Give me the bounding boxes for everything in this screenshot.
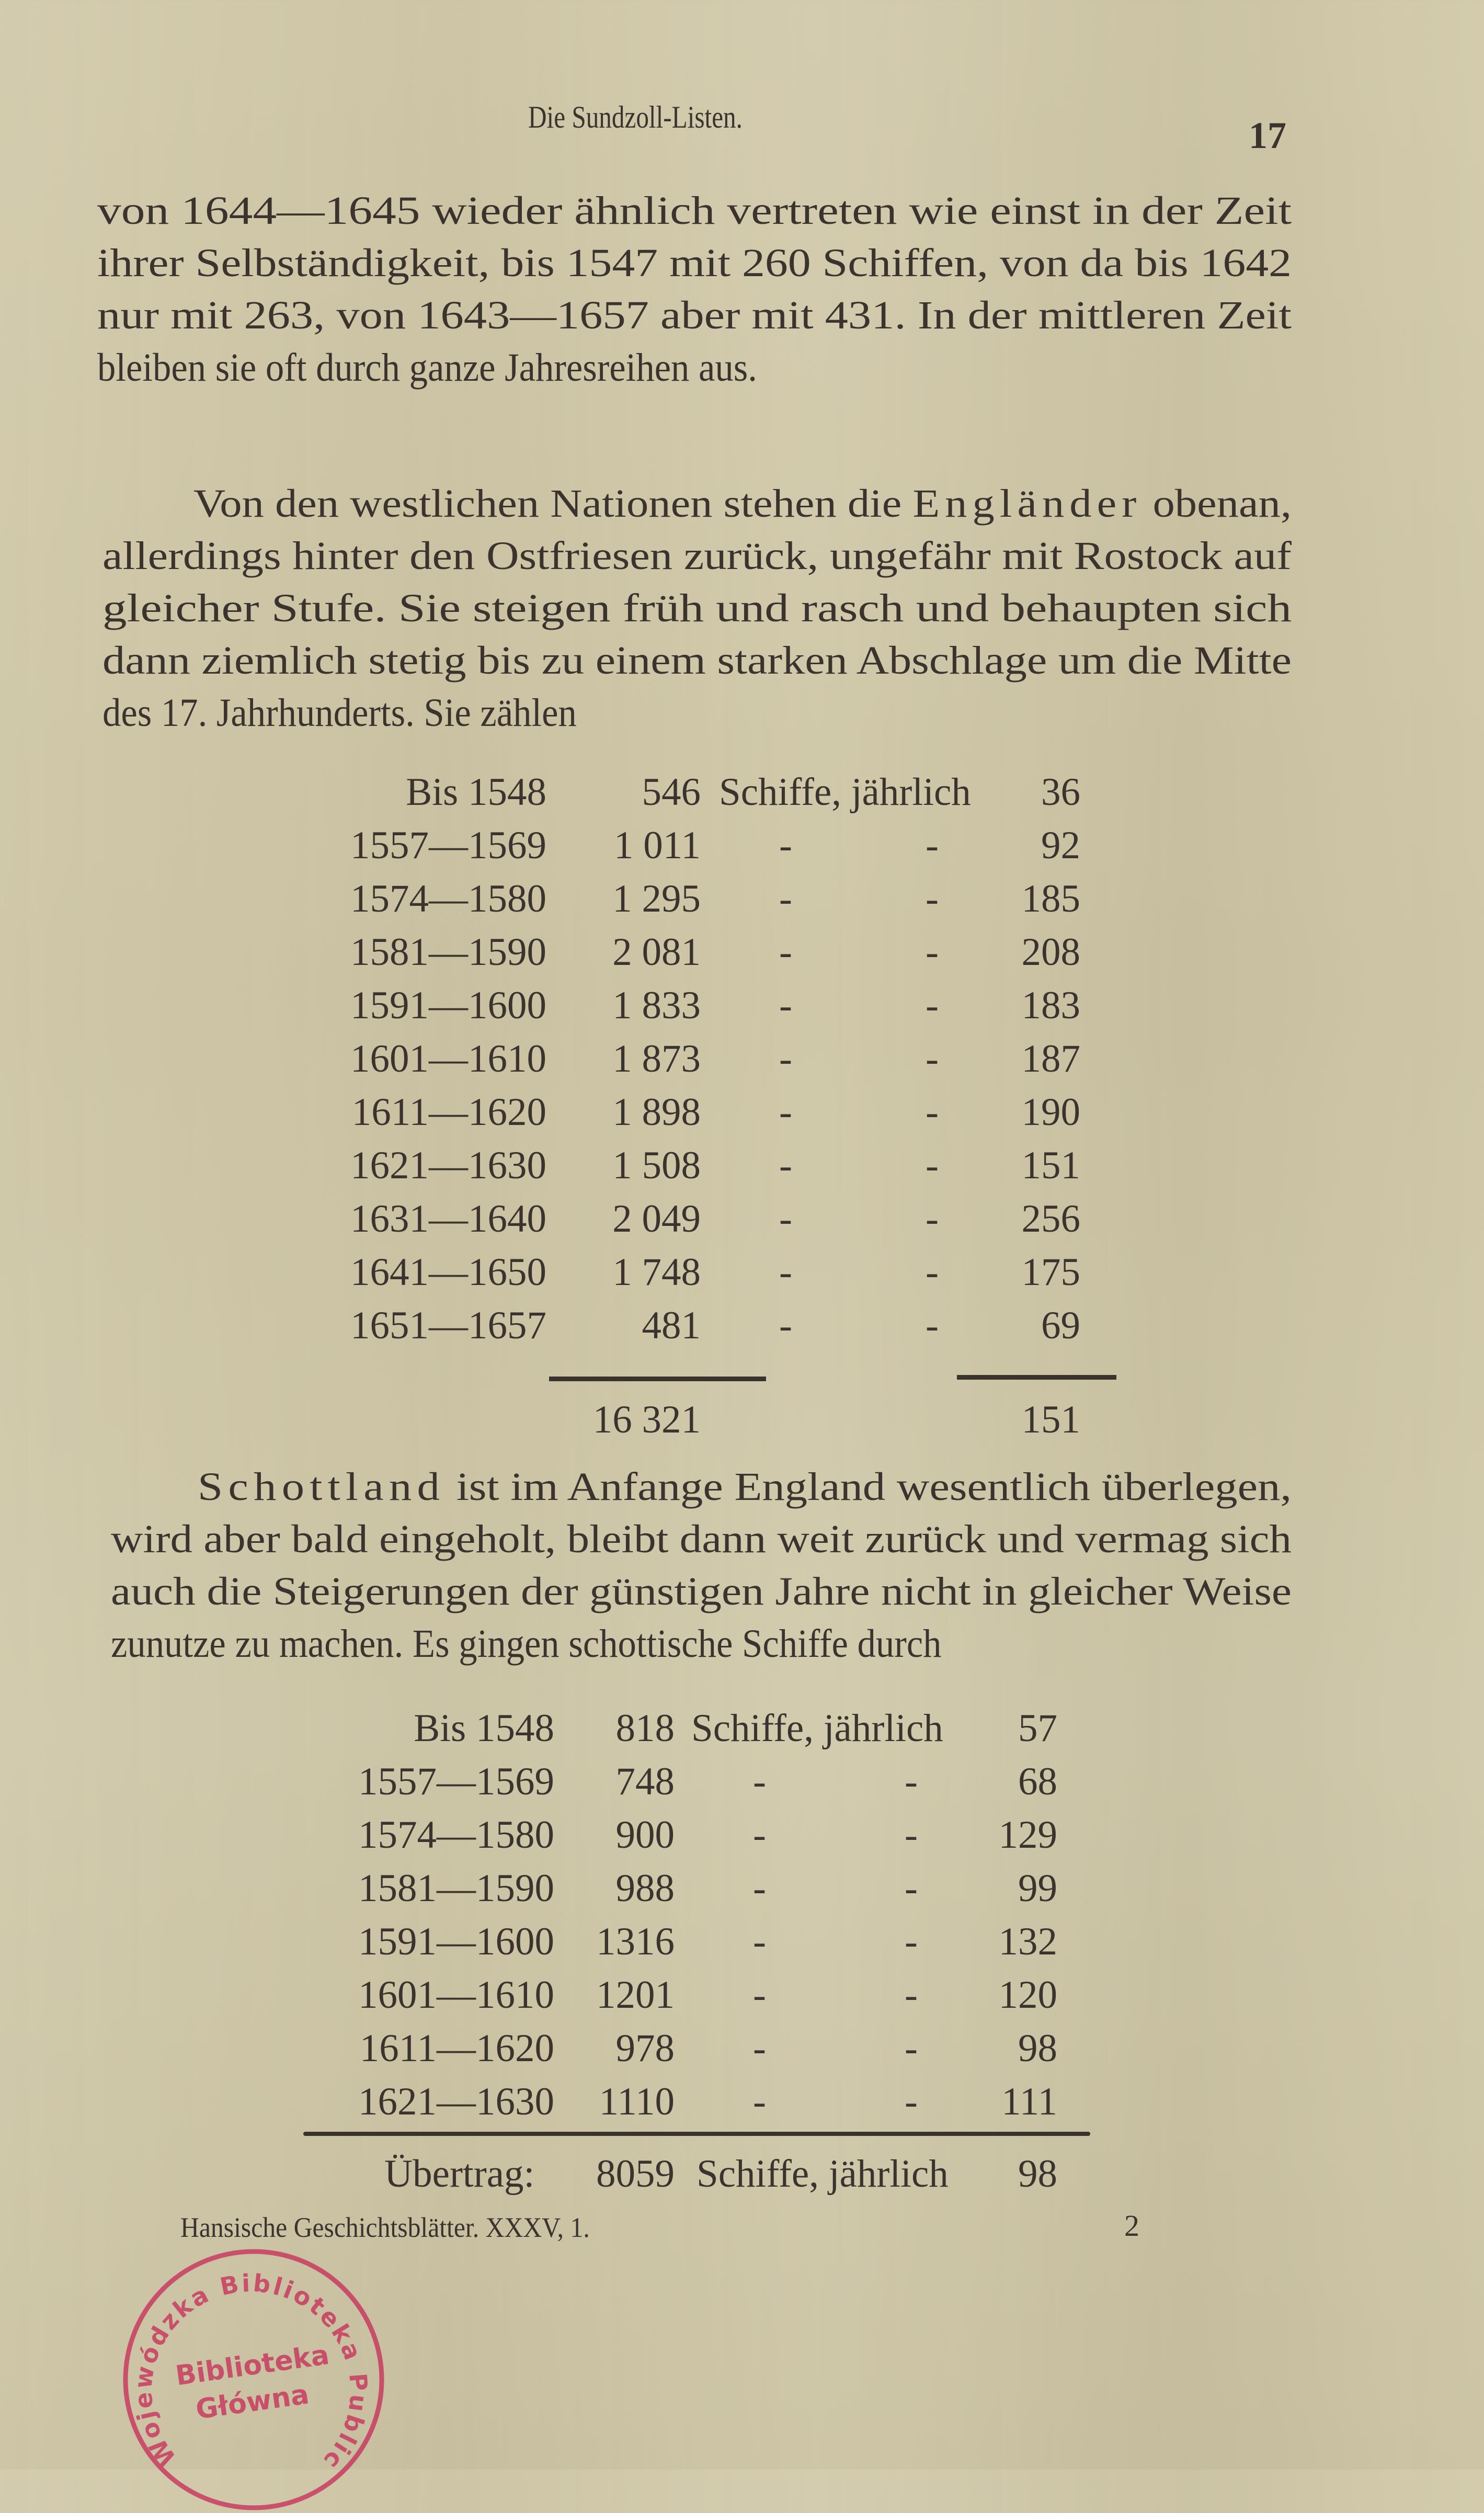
ditto-mark: - (905, 1760, 918, 1803)
period-cell: 1611—1620 (359, 2027, 554, 2070)
ditto-mark: - (753, 1813, 766, 1857)
ditto-mark: - (926, 984, 939, 1027)
carry-text: Schiffe, jährlich (697, 2152, 949, 2196)
per-year-cell: 92 (1041, 824, 1080, 867)
ditto-mark: - (753, 1760, 766, 1803)
per-year-cell: 256 (1021, 1197, 1080, 1241)
ditto-mark: - (779, 1304, 792, 1347)
ditto-mark: - (926, 1090, 939, 1134)
ships-cell: 818 (615, 1707, 675, 1750)
sum-rule (957, 1375, 1116, 1380)
ditto-mark: - (926, 1144, 939, 1187)
ditto-mark: - (753, 1973, 766, 2017)
running-title: Die Sundzoll-Listen. (528, 100, 743, 134)
ships-cell: 1 011 (614, 824, 701, 867)
paragraph-line: zunutze zu machen. Es gingen schottische Schiffe durch (111, 1622, 942, 1666)
ships-cell: 2 081 (612, 930, 701, 974)
paragraph-line: allerdings hinter den Ostfriesen zurück, ungefähr mit Rostock auf (102, 534, 1292, 578)
ships-cell: 1 833 (612, 984, 701, 1027)
paragraph-line (193, 481, 1292, 527)
per-year-cell: 99 (1018, 1867, 1057, 1910)
ships-cell: 1201 (596, 1973, 675, 2017)
ditto-mark: - (753, 1867, 766, 1910)
paragraph-line: wird aber bald eingeholt, bleibt dann weit zurück und vermag sich (111, 1517, 1292, 1561)
ditto-mark: - (926, 877, 939, 920)
carry-label: Übertrag: (384, 2152, 535, 2196)
ditto-mark: - (926, 1197, 939, 1241)
paragraph-line: bleiben sie oft durch ganze Jahresreihen aus. (97, 346, 757, 390)
ditto-mark: - (926, 824, 939, 867)
per-year-cell: 98 (1018, 2027, 1057, 2070)
period-cell: 1591—1600 (358, 1920, 554, 1963)
per-year-cell: 183 (1021, 984, 1080, 1027)
per-year-cell: 111 (1001, 2080, 1057, 2123)
unit-label: Schiffe, jährlich (719, 770, 971, 814)
period-cell: 1591—1600 (350, 984, 546, 1027)
ships-cell: 1 873 (612, 1037, 701, 1081)
ships-cell: 978 (615, 2027, 675, 2070)
paragraph-line: gleicher Stufe. Sie steigen früh und rasch und behaupten sich (102, 586, 1292, 630)
emphasized-term: Schottland (198, 1465, 446, 1509)
period-cell: 1621—1630 (358, 2080, 554, 2123)
signature-mark: 2 (1124, 2209, 1139, 2243)
ditto-mark: - (779, 984, 792, 1027)
period-cell: 1651—1657 (350, 1304, 546, 1347)
period-cell: 1581—1590 (358, 1867, 554, 1910)
ships-cell: 1 898 (612, 1090, 701, 1134)
period-cell: 1581—1590 (350, 930, 546, 974)
ditto-mark: - (926, 930, 939, 974)
ships-cell: 1316 (596, 1920, 675, 1963)
per-year-cell: 185 (1021, 877, 1080, 920)
per-year-cell: 57 (1018, 1707, 1057, 1750)
period-cell: 1574—1580 (350, 877, 546, 920)
paragraph-line: auch die Steigerungen der günstigen Jahre nicht in gleicher Weise (111, 1570, 1292, 1613)
ditto-mark: - (926, 1250, 939, 1294)
text: obenan, (1141, 482, 1292, 526)
text: Von den westlichen Nationen stehen die (193, 482, 913, 526)
period-cell: 1601—1610 (350, 1037, 546, 1081)
ditto-mark: - (753, 2080, 766, 2123)
per-year-cell: 208 (1021, 930, 1080, 974)
per-year-cell: 175 (1021, 1250, 1080, 1294)
ships-cell: 1 508 (612, 1144, 701, 1187)
per-year-cell: 190 (1021, 1090, 1080, 1134)
per-year-cell: 129 (998, 1813, 1057, 1857)
journal-footer: Hansische Geschichtsblätter. XXXV, 1. (180, 2212, 590, 2243)
ditto-mark: - (779, 1144, 792, 1187)
period-cell: 1601—1610 (358, 1973, 554, 2017)
per-year-cell: 69 (1041, 1304, 1080, 1347)
page-number: 17 (1249, 115, 1286, 156)
ships-cell: 1 295 (612, 877, 701, 920)
text: ist im Anfange England wesentlich überlegen, (445, 1465, 1292, 1509)
paragraph-line: dann ziemlich stetig bis zu einem starken Abschlage um die Mitte (102, 639, 1292, 683)
per-year-cell: 187 (1021, 1037, 1080, 1081)
carry-per-year: 98 (1018, 2152, 1057, 2196)
ditto-mark: - (926, 1037, 939, 1081)
ships-cell: 546 (642, 770, 701, 814)
ditto-mark: - (779, 1197, 792, 1241)
ships-cell: 988 (615, 1867, 675, 1910)
total-ships: 16 321 (592, 1398, 701, 1441)
paragraph-line: nur mit 263, von 1643—1657 aber mit 431. In der mittleren Zeit (97, 293, 1292, 337)
stamp-graphic (105, 2238, 397, 2510)
ditto-mark: - (753, 2027, 766, 2070)
per-year-cell: 120 (998, 1973, 1057, 2017)
sum-rule (549, 1377, 766, 1381)
stamp-inner-line-2: Główna (193, 2379, 311, 2426)
ditto-mark: - (926, 1304, 939, 1347)
period-cell: 1631—1640 (350, 1197, 546, 1241)
period-cell: Bis 1548 (414, 1707, 554, 1750)
stamp-inner-line-1: Biblioteka (173, 2339, 332, 2392)
paragraph-line (198, 1464, 1292, 1510)
paragraph-line: von 1644—1645 wieder ähnlich vertreten wie einst in der Zeit (97, 189, 1292, 233)
ditto-mark: - (753, 1920, 766, 1963)
period-cell: 1557—1569 (350, 824, 546, 867)
period-cell: Bis 1548 (406, 770, 546, 814)
ships-cell: 481 (642, 1304, 701, 1347)
period-cell: 1557—1569 (358, 1760, 554, 1803)
ships-cell: 900 (615, 1813, 675, 1857)
ditto-mark: - (779, 1250, 792, 1294)
ditto-mark: - (905, 1973, 918, 2017)
paragraph-line: des 17. Jahrhunderts. Sie zählen (102, 691, 577, 735)
paragraph-line: ihrer Selbständigkeit, bis 1547 mit 260 Schiffen, von da bis 1642 (97, 241, 1292, 285)
library-stamp (105, 2238, 397, 2510)
total-per-year: 151 (1021, 1398, 1080, 1441)
period-cell: 1641—1650 (350, 1250, 546, 1294)
ships-cell: 2 049 (612, 1197, 701, 1241)
ditto-mark: - (779, 877, 792, 920)
period-cell: 1621—1630 (350, 1144, 546, 1187)
unit-label: Schiffe, jährlich (691, 1707, 943, 1750)
per-year-cell: 132 (998, 1920, 1057, 1963)
ditto-mark: - (905, 2080, 918, 2123)
period-cell: 1574—1580 (358, 1813, 554, 1857)
emphasized-term: Engländer (912, 482, 1142, 526)
ships-cell: 1 748 (612, 1250, 701, 1294)
per-year-cell: 151 (1021, 1144, 1080, 1187)
ditto-mark: - (905, 2027, 918, 2070)
sum-rule (303, 2132, 1090, 2136)
per-year-cell: 36 (1041, 770, 1080, 814)
carry-ships: 8059 (596, 2152, 675, 2196)
ditto-mark: - (779, 1090, 792, 1134)
ditto-mark: - (779, 1037, 792, 1081)
ships-cell: 1110 (599, 2080, 675, 2123)
period-cell: 1611—1620 (351, 1090, 546, 1134)
stamp-outer-text: Wojewódzka Biblioteka Public (129, 2268, 373, 2476)
ditto-mark: - (779, 930, 792, 974)
ditto-mark: - (905, 1920, 918, 1963)
ditto-mark: - (905, 1813, 918, 1857)
ditto-mark: - (779, 824, 792, 867)
ditto-mark: - (905, 1867, 918, 1910)
per-year-cell: 68 (1018, 1760, 1057, 1803)
ships-cell: 748 (615, 1760, 675, 1803)
